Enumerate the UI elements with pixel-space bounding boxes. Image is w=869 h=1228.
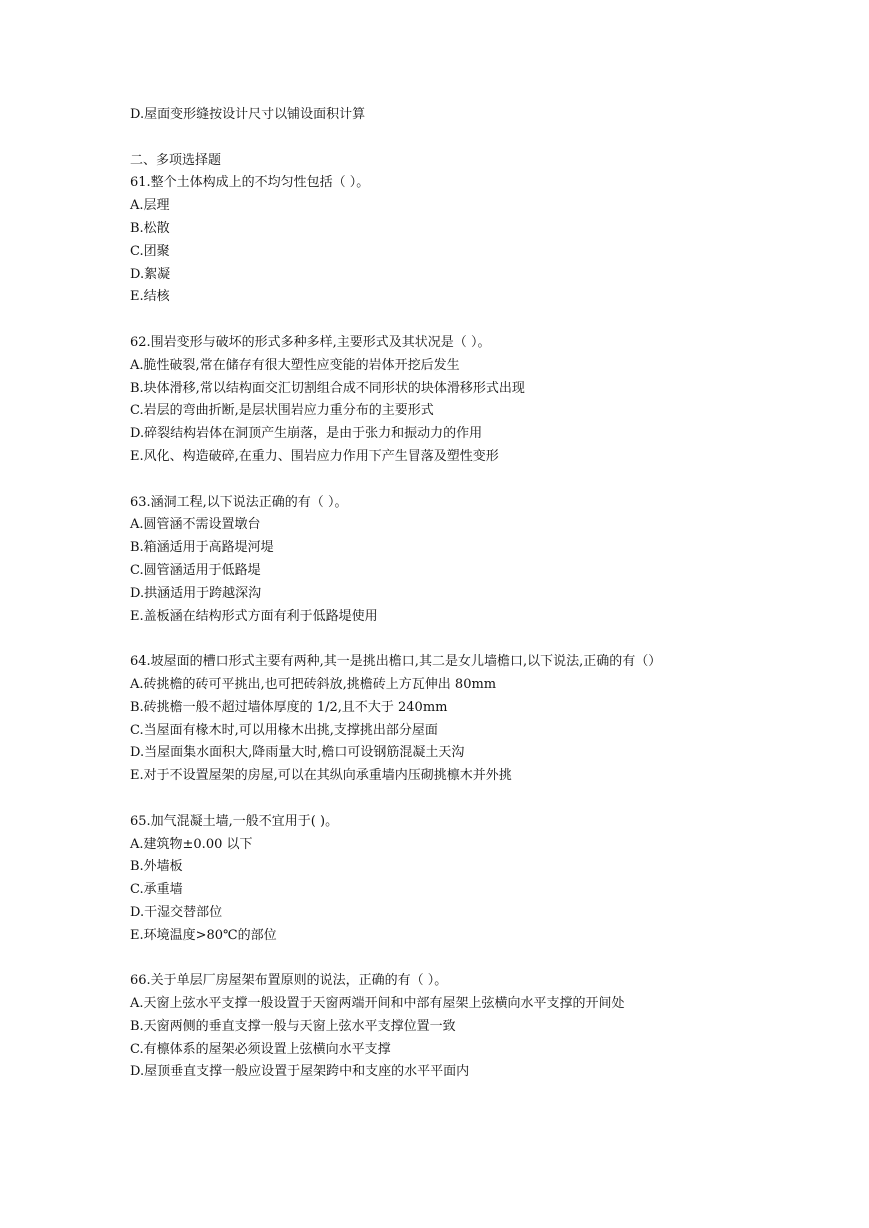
- spacer: [130, 309, 730, 332]
- option-d: D.干湿交替部位: [130, 904, 223, 920]
- question-stem: 61.整个土体构成上的不均匀性包括（ ）。: [130, 175, 370, 191]
- option-c: C.当屋面有椽木时,可以用椽木出挑,支撑挑出部分屋面: [130, 722, 438, 738]
- question-63: [130, 492, 730, 629]
- question-66: [130, 970, 730, 1084]
- question-62: [130, 332, 730, 469]
- option-a: A.层理: [130, 198, 170, 214]
- spacer: [130, 628, 730, 651]
- option-a: A.建筑物±0.00 以下: [130, 836, 253, 852]
- option-c: C.团聚: [130, 243, 170, 259]
- option-e: E.结核: [130, 289, 170, 305]
- option-a: A.天窗上弦水平支撑一般设置于天窗两端开间和中部有屋架上弦横向水平支撑的开间处: [130, 996, 625, 1012]
- option-b: B.外墙板: [130, 859, 183, 875]
- question-61: [130, 172, 730, 309]
- question-stem: 65.加气混凝土墙,一般不宜用于( )。: [130, 813, 339, 829]
- previous-question-option: D.屋面变形缝按设计尺寸以铺设面积计算: [130, 107, 366, 122]
- question-stem: 63.涵洞工程,以下说法正确的有（ ）。: [130, 494, 348, 510]
- option-d: D.絮凝: [130, 266, 171, 282]
- option-d: D.拱涵适用于跨越深沟: [130, 585, 262, 601]
- question-65: [130, 811, 730, 948]
- option-e: E.盖板涵在结构形式方面有利于低路堤使用: [130, 608, 378, 624]
- section-heading: 二、多项选择题: [130, 152, 222, 168]
- option-e: E.环境温度>80℃的部位: [130, 927, 277, 943]
- option-c: C.圆管涵适用于低路堤: [130, 562, 261, 578]
- option-d: D.当屋面集水面积大,降雨量大时,檐口可设钢筋混凝土天沟: [130, 745, 465, 761]
- option-d: D.屋顶垂直支撑一般应设置于屋架跨中和支座的水平平面内: [130, 1064, 470, 1080]
- spacer: [130, 127, 730, 150]
- option-b: B.块体滑移,常以结构面交汇切割组合成不同形状的块体滑移形式出现: [130, 380, 525, 396]
- question-stem: 66.关于单层厂房屋架布置原则的说法，正确的有（ ）。: [130, 973, 448, 989]
- option-c: C.承重墙: [130, 882, 183, 898]
- option-b: B.箱涵适用于高路堤河堤: [130, 540, 274, 556]
- option-e: E.对于不设置屋架的房屋,可以在其纵向承重墙内压砌挑檩木并外挑: [130, 768, 512, 784]
- option-c: C.有檩体系的屋架必须设置上弦横向水平支撑: [130, 1041, 391, 1057]
- spacer: [130, 788, 730, 811]
- option-a: A.脆性破裂,常在储存有很大塑性应变能的岩体开挖后发生: [130, 357, 460, 373]
- option-b: B.砖挑檐一般不超过墙体厚度的 1/2,且不大于 240mm: [130, 699, 448, 715]
- question-stem: 62.围岩变形与破坏的形式多种多样,主要形式及其状况是（ ）。: [130, 334, 491, 350]
- option-e: E.风化、构造破碎,在重力、围岩应力作用下产生冒落及塑性变形: [130, 448, 499, 464]
- option-b: B.天窗两侧的垂直支撑一般与天窗上弦水平支撑位置一致: [130, 1018, 456, 1034]
- option-b: B.松散: [130, 220, 170, 236]
- question-64: [130, 651, 730, 788]
- option-d: D.碎裂结构岩体在洞顶产生崩落，是由于张力和振动力的作用: [130, 426, 483, 442]
- document-body: [130, 104, 730, 1084]
- question-stem: 64.坡屋面的槽口形式主要有两种,其一是挑出檐口,其二是女儿墙檐口,以下说法,正确的有（）: [130, 654, 662, 670]
- option-a: A.圆管涵不需设置墩台: [130, 517, 261, 533]
- option-c: C.岩层的弯曲折断,是层状围岩应力重分布的主要形式: [130, 403, 434, 419]
- spacer: [130, 947, 730, 970]
- option-a: A.砖挑檐的砖可平挑出,也可把砖斜放,挑檐砖上方瓦伸出 80mm: [130, 676, 497, 692]
- spacer: [130, 469, 730, 492]
